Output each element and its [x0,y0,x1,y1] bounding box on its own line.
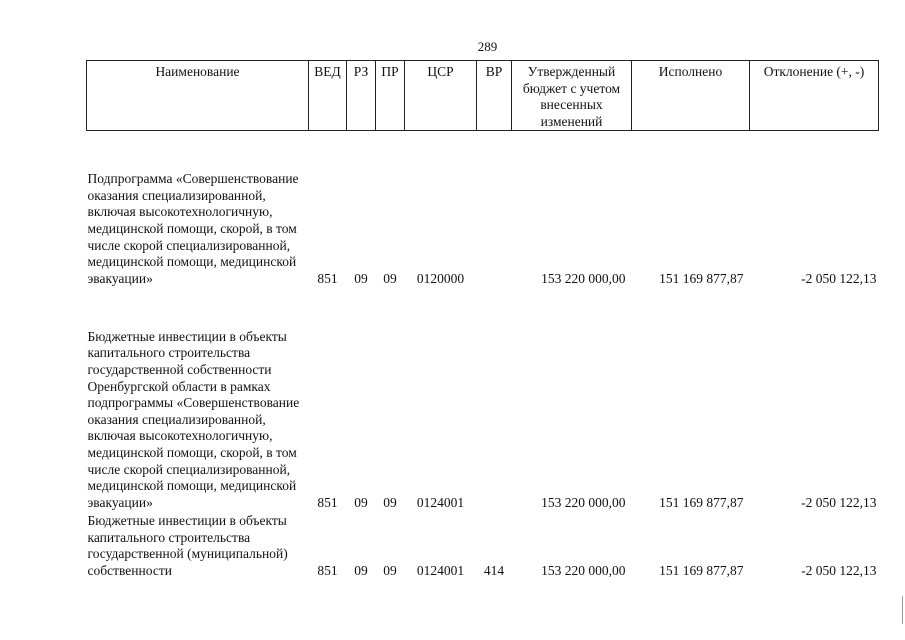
row-pr: 09 [383,494,397,510]
row-csr: 0124001 [416,562,465,578]
table-header [87,61,879,131]
row-csr: 0120000 [416,270,465,286]
row-name: Бюджетные инвестиции в объекты капитального строительства государственной (муниципальной) собственности [87,513,288,578]
row-vr [477,131,512,288]
row-rz: 09 [354,270,368,286]
header-pr: ПР [376,61,405,131]
row-deviation: -2 050 122,13 [801,562,877,578]
row-ved: 851 [317,562,338,578]
header-approved-budget: Утвержденный бюджет с учетом внесенных изменений [512,61,632,131]
budget-execution-table [86,60,879,579]
row-approved-budget: 153 220 000,00 [541,270,626,286]
header-executed: Исполнено [632,61,750,131]
header-row [87,61,879,131]
row-name: Бюджетные инвестиции в объекты капитального строительства государственной собственности Оренбургской области в рамках подпрограммы «Совершенствование оказания специализированной, включая высокотехнологичную, медицинской помощи, скорой, в том числе скорой специализированной, медицинской помощи, медицинской эвакуации» [87,328,300,510]
row-vr: 414 [483,562,505,578]
row-rz: 09 [354,494,368,510]
row-pr: 09 [383,562,397,578]
header-rz: РЗ [347,61,376,131]
header-name: Наименование [87,61,309,131]
row-approved-budget: 153 220 000,00 [541,562,626,578]
row-executed: 151 169 877,87 [659,270,744,286]
header-vr: ВР [477,61,512,131]
table-row [87,287,879,511]
header-ved: ВЕД [309,61,347,131]
row-vr [477,287,512,511]
row-csr: 0124001 [416,494,465,510]
page-number: 289 [477,39,498,54]
row-ved: 851 [317,270,338,286]
row-name: Подпрограмма «Совершенствование оказания специализированной, включая высокотехнологичную, медицинской помощи, скорой, в том числе скорой специализированной, медицинской помощи, медицинской эвакуации» [87,171,299,286]
row-approved-budget: 153 220 000,00 [541,494,626,510]
row-deviation: -2 050 122,13 [801,494,877,510]
header-deviation: Отклонение (+, -) [750,61,879,131]
row-deviation: -2 050 122,13 [801,270,877,286]
scan-margin-mark [902,596,903,624]
row-pr: 09 [383,270,397,286]
row-executed: 151 169 877,87 [659,494,744,510]
table-row [87,511,879,579]
table-body [87,131,879,580]
row-executed: 151 169 877,87 [659,562,744,578]
header-csr: ЦСР [405,61,477,131]
row-ved: 851 [317,494,338,510]
table-row [87,131,879,288]
row-rz: 09 [354,562,368,578]
